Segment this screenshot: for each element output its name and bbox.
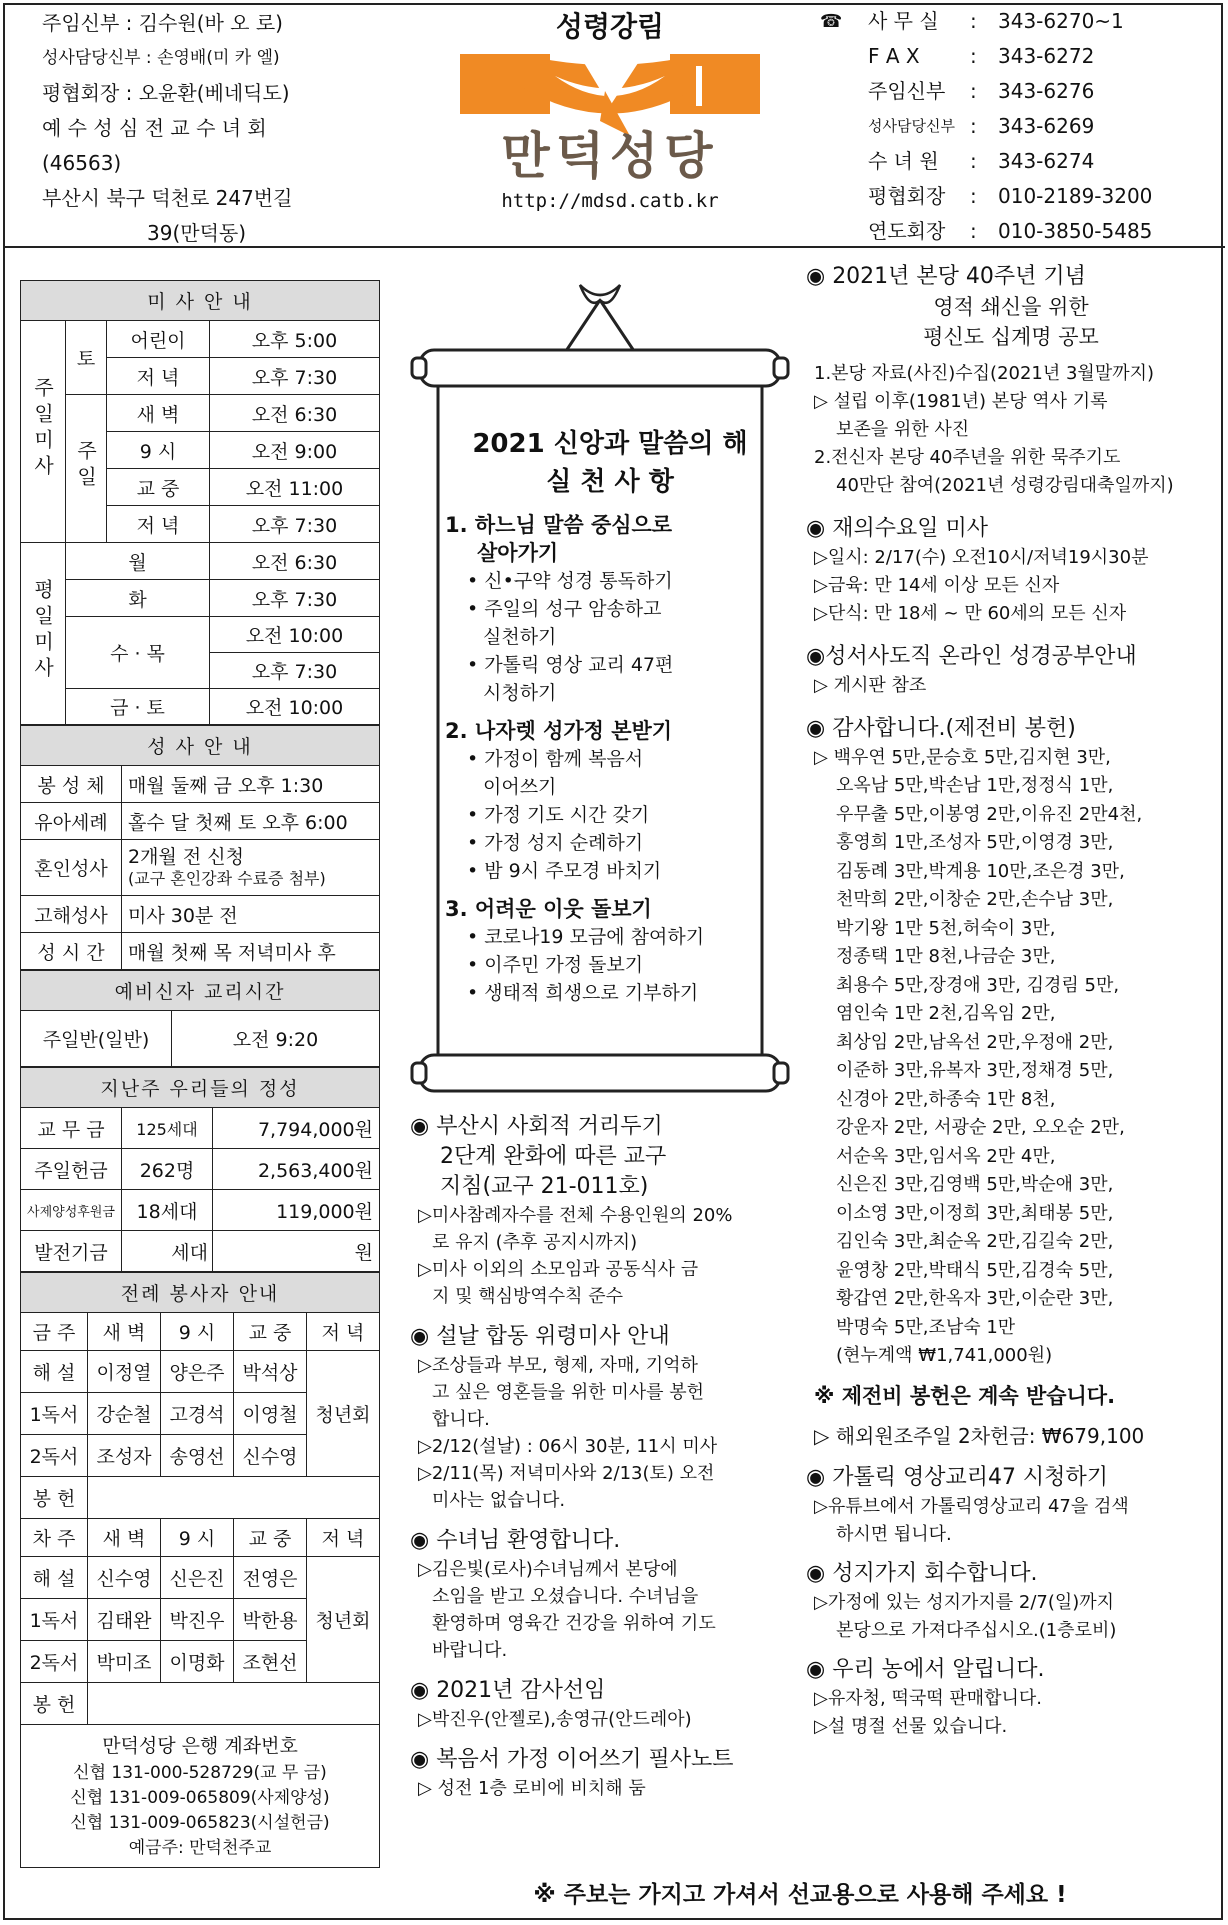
offering-type: 발전기금 [21, 1231, 122, 1272]
notice-item: 1.본당 자료(사진)수집(2021년 3월말까지) [814, 363, 1155, 384]
offering-continue-note: ※ 제전비 봉헌은 계속 받습니다. [814, 1383, 1116, 1408]
minister-name: 김태완 [88, 1599, 161, 1641]
notice-subheading: 평신도 십계명 공모 [923, 325, 1099, 349]
minister-name: 고경석 [161, 1393, 234, 1435]
bank-account: 신협 131-000-528729(교 무 금) [73, 1763, 327, 1783]
offering-count: 18세대 [122, 1190, 213, 1231]
notice-item: 고 싶은 영혼들을 위한 미사를 봉헌 [432, 1382, 705, 1403]
donor-total: (현누계액 ₩1,741,000원) [836, 1345, 1053, 1366]
donor-line: 이준하 3만,유복자 3만,정채경 5만, [836, 1060, 1114, 1081]
notice-item: ▷2/11(목) 저녁미사와 2/13(토) 오전 [418, 1463, 715, 1484]
contact-value: 010-2189-3200 [998, 184, 1153, 208]
minister-name: 이영철 [234, 1393, 307, 1435]
minister-evening: 청년회 [307, 1351, 380, 1477]
practice-item: 실천하기 [483, 626, 557, 648]
mass-time: 오후 7:30 [210, 580, 380, 617]
mass-time: 오전 10:00 [210, 689, 380, 725]
donor-line: 정종택 1만 8천,나금순 3만, [836, 946, 1056, 967]
header-center [430, 8, 790, 216]
notice-auditors [410, 1676, 800, 1733]
minister-head: 금 주 [21, 1313, 88, 1351]
donor-line: 신경아 2만,하종숙 1만 8천, [836, 1088, 1056, 1110]
contact-value: 343-6274 [998, 149, 1095, 173]
donor-line: 김인숙 3만,최순옥 2만,김길숙 2만, [836, 1231, 1114, 1252]
contact-label: 사 무 실 [868, 9, 939, 33]
pastor-line: 주임신부 : 김수원(바 오 로) [42, 11, 283, 35]
minister-name: 신은진 [161, 1557, 234, 1599]
donor-line: 서순옥 3만,임서옥 2만 4만, [836, 1145, 1056, 1167]
minister-evening: 청년회 [307, 1557, 380, 1683]
notice-item: ▷금육: 만 14세 이상 모든 신자 [814, 575, 1060, 596]
contact-label: 수 녀 원 [868, 149, 939, 173]
minister-head: 저 녁 [307, 1519, 380, 1557]
notice-heading: ◉ 2021년 감사선임 [410, 1678, 606, 1703]
notice-heading: ◉성서사도직 온라인 성경공부안내 [806, 644, 1137, 669]
minister-name: 박미조 [88, 1641, 161, 1683]
weekday-mass-label: 평일미사 [21, 543, 66, 725]
minister-role: 해 설 [21, 1557, 88, 1599]
donor-line: 박명숙 5만,조남숙 1만 [836, 1316, 1016, 1338]
sunday-label: 주일 [66, 395, 107, 543]
minister-name: 신수영 [234, 1435, 307, 1477]
offering-amount: 2,563,400원 [213, 1149, 380, 1190]
catechumen-class: 주일반(일반) [21, 1011, 172, 1067]
sacrament-name: 성 시 간 [21, 933, 122, 970]
practice-list [445, 425, 775, 1007]
minister-role: 봉 헌 [21, 1477, 88, 1519]
council-line: 평협회장 : 오윤환(베네딕도) [42, 81, 290, 105]
sacrament-title: 성 사 안 내 [21, 726, 380, 766]
notice-item: ▷조상들과 부모, 형제, 자매, 기억하 [418, 1355, 698, 1376]
minister-name: 박한용 [234, 1599, 307, 1641]
contact-value: 343-6272 [998, 44, 1095, 68]
notice-memorial-mass [410, 1322, 800, 1514]
mass-day: 금 · 토 [66, 689, 210, 725]
notice-item: ▷미사참례자수를 전체 수용인원의 20% [418, 1205, 733, 1226]
footer-note: ※ 주보는 가지고 가셔서 선교용으로 사용해 주세요 ! [533, 1882, 1067, 1908]
address-line: 부산시 북구 덕천로 247번길 [42, 186, 293, 210]
feast-title: 성령강림 [555, 10, 665, 43]
offering-count: 262명 [122, 1149, 213, 1190]
sacrament-name: 혼인성사 [21, 840, 122, 896]
notice-heading: ◉ 부산시 사회적 거리두기 [410, 1114, 663, 1139]
practice-heading: 살아가기 [477, 541, 559, 565]
practice-heading: 1. 하느님 말씀 중심으로 [445, 513, 673, 537]
bank-title: 만덕성당 은행 계좌번호 [102, 1735, 298, 1757]
offering-table [20, 1067, 380, 1272]
notice-gospel-notebook [410, 1745, 800, 1802]
practice-item: • 가톨릭 영상 교리 47편 [467, 654, 674, 676]
contact-label: F A X [868, 44, 920, 68]
practice-heading: 2. 나자렛 성가정 본받기 [445, 719, 673, 743]
minister-role: 2독서 [21, 1435, 88, 1477]
notice-item: ▷2/12(설날) : 06시 30분, 11시 미사 [418, 1436, 718, 1457]
minister-head: 교 중 [234, 1313, 307, 1351]
notice-welcome-sister [410, 1526, 800, 1664]
mass-time: 오후 7:30 [210, 506, 380, 543]
sacrament-time: 2개월 전 신청 (교구 혼인강좌 수료증 첨부) [122, 840, 380, 896]
contact-label: 주임신부 [868, 79, 946, 103]
practice-item: • 가정 기도 시간 갖기 [467, 804, 650, 826]
notice-item: 합니다. [432, 1409, 490, 1430]
catechumen-table [20, 970, 380, 1067]
mass-schedule-table [20, 280, 380, 725]
notice-item: 미사는 없습니다. [432, 1490, 566, 1511]
notice-item: ▷ 게시판 참조 [814, 675, 927, 696]
notice-item: ▷박진우(안젤로),송영규(안드레아) [418, 1709, 692, 1730]
donor-line: 강운자 2만, 서광순 2만, 오오순 2만, [836, 1117, 1125, 1138]
catechumen-time: 오전 9:20 [172, 1011, 380, 1067]
notice-item: 지 및 핵심방역수칙 준수 [432, 1286, 624, 1307]
notice-subheading: 영적 쇄신을 위한 [933, 295, 1089, 319]
notice-heading: ◉ 성지가지 회수합니다. [806, 1560, 1038, 1586]
notice-item: ▷단식: 만 18세 ~ 만 60세의 모든 신자 [814, 603, 1127, 624]
contact-value: 343-6269 [998, 114, 1095, 138]
overseas-aid-amount: ▷ 해외원조주일 2차헌금: ₩679,100 [814, 1423, 1145, 1448]
notice-item: 하시면 됩니다. [836, 1523, 952, 1545]
sacrament-time: 매월 첫째 목 저녁미사 후 [122, 933, 380, 970]
practice-item: • 가정이 함께 복음서 [467, 748, 644, 770]
minister-name: 박석상 [234, 1351, 307, 1393]
minister-name: 조현선 [234, 1641, 307, 1683]
sacrament-time: 매월 둘째 금 오후 1:30 [122, 766, 380, 803]
minister-name: 이명화 [161, 1641, 234, 1683]
notice-heading: ◉ 2021년 본당 40주년 기념 [806, 264, 1086, 289]
minister-role: 1독서 [21, 1599, 88, 1641]
mass-name: 저 녁 [107, 358, 210, 395]
minister-name: 조성자 [88, 1435, 161, 1477]
practice-item: 이어쓰기 [483, 776, 557, 798]
offering-amount: 원 [213, 1231, 380, 1272]
right-notices [806, 262, 1216, 1741]
notice-heading: ◉ 우리 농에서 알립니다. [806, 1656, 1045, 1682]
donor-line: 오옥남 5만,박손남 1만,정정식 1만, [836, 775, 1114, 796]
contact-label: 성사담당신부 [868, 117, 955, 135]
bank-accounts [20, 1725, 380, 1868]
header-left-info [42, 6, 402, 251]
saturday-label: 토 [66, 321, 107, 395]
offering-count: 125세대 [122, 1108, 213, 1149]
mass-time: 오후 7:30 [210, 358, 380, 395]
offering-type: 사제양성후원금 [21, 1190, 122, 1231]
notice-heading: ◉ 설날 합동 위령미사 안내 [410, 1324, 670, 1349]
sacrament-name: 고해성사 [21, 896, 122, 933]
minister-role: 봉 헌 [21, 1683, 88, 1725]
donor-line: 신은진 3만,김영백 5만,박순애 3만, [836, 1174, 1114, 1195]
minister-name: 양은주 [161, 1351, 234, 1393]
notice-heading: ◉ 재의수요일 미사 [806, 516, 988, 541]
practice-item: • 신•구약 성경 통독하기 [467, 570, 673, 592]
mass-title: 미 사 안 내 [21, 281, 380, 321]
notice-item: ▷일시: 2/17(수) 오전10시/저녁19시30분 [814, 547, 1149, 568]
confessor-line: 성사담당신부 : 손영배(미 카 엘) [42, 48, 280, 68]
offering-amount: 119,000원 [213, 1190, 380, 1231]
parish-url[interactable]: http://mdsd.catb.kr [501, 190, 719, 212]
notice-item: ▷유자청, 떡국떡 판매합니다. [814, 1687, 1042, 1709]
ministers-title: 전례 봉사자 안내 [21, 1273, 380, 1313]
notice-item: 보존을 위한 사진 [836, 419, 970, 440]
contact-value: 343-6270~1 [998, 9, 1124, 33]
donor-line: 최용수 5만,장경애 3만, 김경림 5만, [836, 974, 1120, 996]
notice-item: 로 유지 (추후 공지시까지) [432, 1232, 638, 1253]
offering-amount: 7,794,000원 [213, 1108, 380, 1149]
donor-line: 이소영 3만,이정희 3만,최태봉 5만, [836, 1202, 1114, 1224]
notice-item: 소임을 받고 오셨습니다. 수녀님을 [432, 1586, 699, 1607]
sacrament-time: 미사 30분 전 [122, 896, 380, 933]
practice-item: • 생태적 희생으로 기부하기 [467, 982, 699, 1004]
mass-day: 수 · 목 [66, 617, 210, 689]
offering-count: 세대 [122, 1231, 213, 1272]
postcode-line: (46563) [42, 151, 122, 175]
offering-type: 교 무 금 [21, 1108, 122, 1149]
ministers-table [20, 1272, 380, 1725]
mass-name: 9 시 [107, 432, 210, 469]
contact-value: 343-6276 [998, 79, 1095, 103]
sacrament-table [20, 725, 380, 970]
sacrament-time: 홀수 달 첫째 토 오후 6:00 [122, 803, 380, 840]
notice-item: ▷가정에 있는 성지가지를 2/7(일)까지 [814, 1591, 1115, 1613]
logo-text: 만덕성당 [501, 127, 719, 185]
donor-line: 박기왕 1만 5천,허숙이 3만, [836, 917, 1056, 939]
donor-line: 우무출 5만,이봉영 2만,이유진 2만4천, [836, 803, 1143, 825]
sunday-mass-label: 주일미사 [21, 321, 66, 543]
contact-label: 연도회장 [868, 219, 946, 243]
notice-heading: ◉ 감사합니다.(제전비 봉헌) [806, 716, 1076, 741]
parish-logo [430, 46, 790, 186]
donor-line: 천막희 2만,이창순 2만,손수남 3만, [836, 889, 1114, 910]
notice-item: 환영하며 영육간 건강을 위하여 기도 [432, 1613, 716, 1634]
notice-item: ▷설 명절 선물 있습니다. [814, 1715, 1008, 1737]
practice-item: 시청하기 [483, 682, 557, 704]
minister-head: 새 벽 [88, 1519, 161, 1557]
bank-account: 신협 131-009-065809(사제양성) [70, 1788, 330, 1808]
sacrament-name: 봉 성 체 [21, 766, 122, 803]
minister-role: 해 설 [21, 1351, 88, 1393]
minister-name: 전영은 [234, 1557, 307, 1599]
notice-heading: 지침(교구 21-011호) [440, 1174, 649, 1199]
offering-title: 지난주 우리들의 정성 [21, 1068, 380, 1108]
minister-head: 교 중 [234, 1519, 307, 1557]
minister-empty [88, 1477, 380, 1519]
practice-item: • 주일의 성구 암송하고 [467, 598, 662, 620]
minister-head: 9 시 [161, 1313, 234, 1351]
mass-day: 월 [66, 543, 210, 580]
mass-time: 오전 6:30 [210, 543, 380, 580]
notice-heading: ◉ 복음서 가정 이어쓰기 필사노트 [410, 1747, 734, 1772]
mass-time: 오후 7:30 [210, 653, 380, 689]
notice-item: 바랍니다. [432, 1640, 508, 1661]
minister-head: 차 주 [21, 1519, 88, 1557]
practice-item: • 밤 9시 주모경 바치기 [467, 860, 662, 882]
mass-time: 오전 10:00 [210, 617, 380, 653]
notice-item: ▷유튜브에서 가톨릭영상교리 47을 검색 [814, 1495, 1129, 1517]
donor-line: 김동례 3만,박계용 10만,조은경 3만, [836, 860, 1125, 882]
left-column [20, 280, 380, 1868]
notice-item: ▷미사 이외의 소모임과 공동식사 금 [418, 1259, 699, 1280]
contact-value: 010-3850-5485 [998, 219, 1153, 243]
minister-name: 박진우 [161, 1599, 234, 1641]
phone-icon: ☎ [820, 11, 843, 32]
practice-item: • 가정 성지 순례하기 [467, 832, 644, 854]
notice-heading: 2단계 완화에 따른 교구 [440, 1144, 667, 1169]
minister-empty [88, 1683, 380, 1725]
header-contacts: ☎ 사 무 실 : 343-6270~1 F A X : 343-6272 주임신부 : 343-6276 성사담당신부 : 343-6269 수 녀 원 : 343-6274 평협회장 : 010-2189-3200 연도회장 : 010-3850-5485 [820, 4, 1220, 249]
mass-time: 오전 6:30 [210, 395, 380, 432]
mass-day: 화 [66, 580, 210, 617]
minister-name: 이정열 [88, 1351, 161, 1393]
mass-name: 어린이 [107, 321, 210, 358]
minister-name: 신수영 [88, 1557, 161, 1599]
practice-subtitle: 실 천 사 항 [546, 467, 674, 497]
notice-heading: ◉ 가톨릭 영상교리47 시청하기 [806, 1464, 1108, 1490]
notice-item: ▷ 성전 1층 로비에 비치해 둠 [418, 1778, 646, 1799]
mass-name: 새 벽 [107, 395, 210, 432]
donor-line: 홍영희 1만,조성자 5만,이영경 3만, [836, 832, 1114, 853]
bank-holder: 예금주: 만덕천주교 [128, 1838, 272, 1858]
practice-heading: 3. 어려운 이웃 돌보기 [445, 897, 652, 921]
mass-name: 저 녁 [107, 506, 210, 543]
donor-line: 황갑연 2만,한옥자 3만,이순란 3만, [836, 1288, 1114, 1309]
minister-head: 9 시 [161, 1519, 234, 1557]
notice-heading: ◉ 수녀님 환영합니다. [410, 1528, 621, 1553]
minister-role: 1독서 [21, 1393, 88, 1435]
mass-name: 교 중 [107, 469, 210, 506]
minister-name: 송영선 [161, 1435, 234, 1477]
offering-type: 주일헌금 [21, 1149, 122, 1190]
practice-item: • 코로나19 모금에 참여하기 [467, 926, 705, 948]
minister-role: 2독서 [21, 1641, 88, 1683]
minister-head: 새 벽 [88, 1313, 161, 1351]
mass-time: 오전 11:00 [210, 469, 380, 506]
notice-item: 40만단 참여(2021년 성령강림대축일까지) [836, 475, 1174, 496]
donor-line: 윤영창 2만,박태식 5만,김경숙 5만, [836, 1259, 1114, 1281]
practice-title: 2021 신앙과 말씀의 해 [472, 429, 748, 459]
mass-time: 오후 5:00 [210, 321, 380, 358]
mass-time: 오전 9:00 [210, 432, 380, 469]
minister-name: 강순철 [88, 1393, 161, 1435]
donor-line: 최상임 2만,남옥선 2만,우정애 2만, [836, 1031, 1114, 1053]
notice-item: 2.전신자 본당 40주년을 위한 묵주기도 [814, 447, 1121, 468]
notice-item: ▷ 설립 이후(1981년) 본당 역사 기록 [814, 391, 1108, 412]
notice-item: ▷김은빛(로사)수녀님께서 본당에 [418, 1559, 678, 1580]
middle-notices [410, 1112, 800, 1814]
donor-line: 염인숙 1만 2천,김옥임 2만, [836, 1003, 1056, 1024]
sacrament-name: 유아세례 [21, 803, 122, 840]
notice-item: 본당으로 가져다주십시오.(1층로비) [836, 1619, 1117, 1641]
donor-line: ▷ 백우연 5만,문승호 5만,김지현 3만, [814, 747, 1111, 768]
minister-head: 저 녁 [307, 1313, 380, 1351]
catechumen-title: 예비신자 교리시간 [21, 971, 380, 1011]
bank-account: 신협 131-009-065823(시설헌금) [70, 1813, 330, 1833]
notice-distancing [410, 1112, 800, 1310]
convent-line: 예 수 성 심 전 교 수 녀 회 [42, 116, 267, 140]
practice-item: • 이주민 가정 돌보기 [467, 954, 644, 976]
contact-label: 평협회장 [868, 184, 946, 208]
address-line-2: 39(만덕동) [147, 221, 247, 245]
